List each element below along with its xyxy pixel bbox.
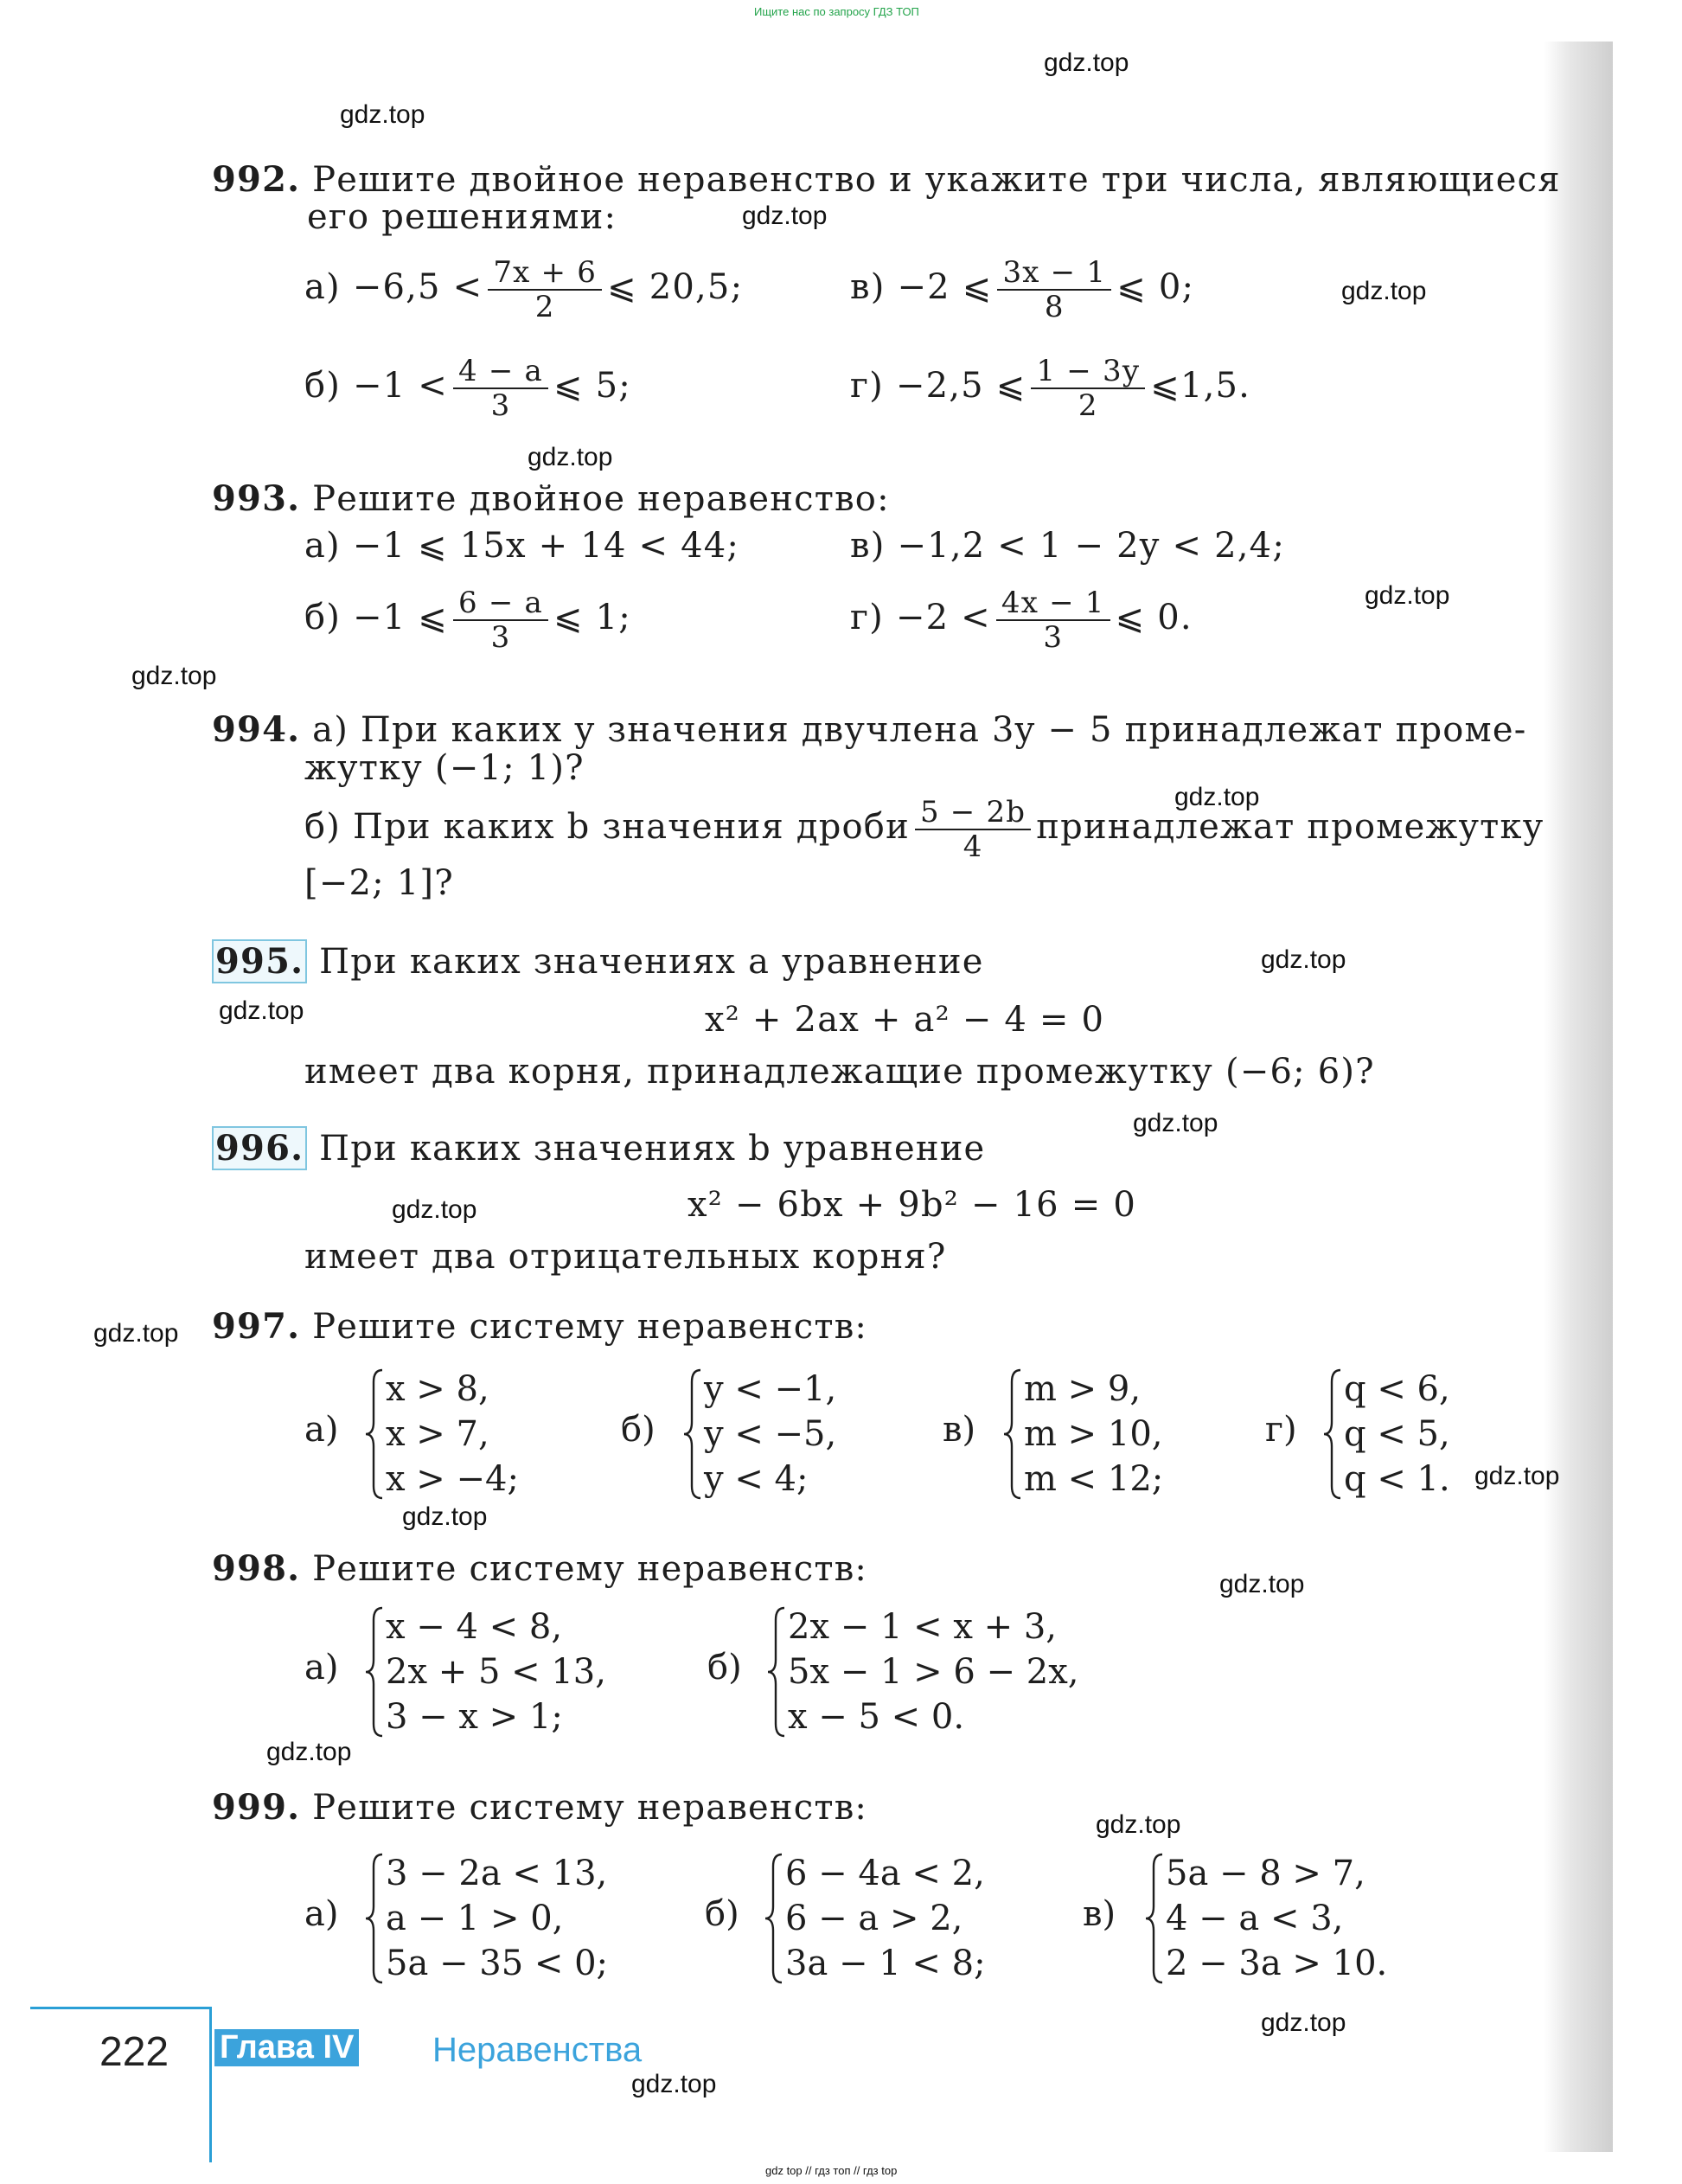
watermark: gdz.top — [93, 1319, 179, 1348]
inequality-system — [681, 1367, 836, 1502]
system-label: в) — [1083, 1894, 1116, 1934]
system-label: в) — [943, 1410, 976, 1450]
problem-number: 993. — [212, 478, 301, 519]
page-number: 222 — [99, 2029, 169, 2075]
problem-number: 999. — [212, 1787, 301, 1828]
inequality-line: q < 6, — [1344, 1369, 1450, 1409]
inequality-line: 5a − 8 > 7, — [1166, 1854, 1365, 1893]
header-note: Ищите нас по запросу ГДЗ ТОП — [754, 5, 919, 18]
problem-text: Решите двойное неравенство и укажите три числа, являющиеся — [312, 160, 1561, 200]
problem-text: б) При каких b значения дроби — [304, 807, 910, 848]
inequality-line: x − 4 < 8, — [386, 1607, 563, 1647]
problem-993-header — [212, 478, 890, 519]
inequality-line: a − 1 > 0, — [386, 1899, 564, 1938]
inequality-line: q < 5, — [1344, 1414, 1450, 1454]
fraction — [915, 796, 1031, 863]
expression: −1 ⩽ 15x + 14 < 44; — [352, 526, 740, 566]
watermark: gdz.top — [1341, 277, 1427, 305]
inequality-line: 2x + 5 < 13, — [386, 1652, 606, 1692]
expr-right: ⩽1,5. — [1150, 366, 1251, 407]
inequality-line: y < −5, — [704, 1414, 837, 1454]
inequality-system — [363, 1367, 519, 1502]
item-label: а) — [304, 267, 341, 308]
inequality-line: 3 − x > 1; — [386, 1697, 563, 1737]
problem-number: 992. — [212, 159, 301, 200]
watermark: gdz.top — [340, 100, 425, 129]
expr-left: −2,5 ⩽ — [895, 366, 1026, 407]
fraction — [997, 256, 1111, 323]
system-label: г) — [1265, 1410, 1297, 1450]
system-label: б) — [707, 1648, 742, 1688]
inequality-line: y < 4; — [704, 1459, 809, 1499]
system-label: а) — [304, 1894, 339, 1934]
item-992-b — [304, 355, 631, 422]
problem-997-header — [212, 1306, 867, 1347]
curly-brace — [1001, 1367, 1024, 1502]
expr-right: ⩽ 5; — [553, 366, 631, 407]
problem-text: Решите систему неравенств: — [312, 1307, 868, 1347]
denominator: 3 — [1043, 620, 1064, 656]
problem-text: При каких значениях a уравнение — [319, 942, 984, 982]
problem-994-b — [304, 796, 1544, 863]
problem-992-header — [212, 159, 1561, 200]
item-label: в) — [850, 526, 886, 566]
fraction — [996, 586, 1110, 654]
item-label: б) — [304, 598, 342, 638]
inequality-line: 6 − 4a < 2, — [785, 1854, 985, 1893]
problem-text: имеет два отрицательных корня? — [304, 1237, 947, 1277]
numerator: 6 − a — [453, 586, 548, 621]
problem-999-header — [212, 1787, 867, 1828]
inequality-line: x > −4; — [386, 1459, 519, 1499]
page-fold-shadow — [1544, 42, 1613, 2152]
watermark: gdz.top — [1044, 48, 1129, 77]
numerator: 7x + 6 — [488, 256, 602, 291]
numerator: 1 − 3y — [1031, 355, 1145, 389]
problem-text: Решите двойное неравенство: — [312, 479, 890, 519]
item-993-v — [850, 526, 1285, 566]
item-993-a — [304, 526, 739, 566]
numerator: 5 − 2b — [915, 796, 1031, 830]
inequality-line: x > 7, — [386, 1414, 489, 1454]
item-label: в) — [850, 267, 886, 308]
inequality-line: y < −1, — [704, 1369, 837, 1409]
problem-text: [−2; 1]? — [304, 863, 454, 903]
item-992-g — [850, 355, 1250, 422]
inequality-system — [1321, 1367, 1450, 1502]
watermark: gdz.top — [1096, 1810, 1181, 1839]
inequality-line: 2x − 1 < x + 3, — [788, 1607, 1058, 1647]
footer-rule — [209, 2007, 212, 2162]
inequality-line: x − 5 < 0. — [788, 1697, 965, 1737]
curly-brace — [363, 1851, 386, 1986]
system-label: а) — [304, 1410, 339, 1450]
system-label: б) — [621, 1410, 656, 1450]
denominator: 3 — [490, 620, 511, 656]
item-993-g — [850, 586, 1193, 654]
watermark: gdz.top — [1261, 945, 1346, 974]
system-label: б) — [705, 1894, 739, 1934]
expr-right: ⩽ 0; — [1116, 267, 1195, 308]
denominator: 2 — [534, 290, 555, 325]
problem-number: 995. — [212, 939, 307, 983]
inequality-line: 3 − 2a < 13, — [386, 1854, 608, 1893]
watermark: gdz.top — [392, 1195, 477, 1224]
expr-right: ⩽ 1; — [553, 598, 631, 638]
item-label: б) — [304, 366, 342, 407]
item-992-a — [304, 256, 743, 323]
expression: −1,2 < 1 − 2y < 2,4; — [897, 526, 1286, 566]
equation: x² − 6bx + 9b² − 16 = 0 — [688, 1185, 1137, 1225]
inequality-line: 5x − 1 > 6 − 2x, — [788, 1652, 1079, 1692]
problem-994-header — [212, 709, 1526, 750]
page-edge — [1613, 42, 1682, 2184]
item-label: г) — [850, 598, 884, 638]
watermark: gdz.top — [742, 202, 828, 230]
problem-text: жутку (−1; 1)? — [304, 748, 585, 788]
problem-text: При каких значениях b уравнение — [319, 1129, 986, 1169]
inequality-system — [765, 1604, 1078, 1739]
watermark: gdz.top — [219, 996, 304, 1025]
chapter-title: Неравенства — [432, 2031, 643, 2069]
inequality-line: 4 − a < 3, — [1166, 1899, 1344, 1938]
problem-number: 997. — [212, 1306, 301, 1347]
curly-brace — [1321, 1367, 1344, 1502]
problem-text: принадлежат промежутку — [1036, 807, 1544, 848]
problem-998-header — [212, 1548, 867, 1589]
equation: x² + 2ax + a² − 4 = 0 — [705, 1000, 1105, 1040]
watermark: gdz.top — [1261, 2008, 1346, 2037]
denominator: 2 — [1078, 388, 1098, 424]
numerator: 4x − 1 — [996, 586, 1110, 621]
inequality-system — [1143, 1851, 1387, 1986]
inequality-system — [363, 1851, 608, 1986]
item-992-v — [850, 256, 1194, 323]
problem-995-header — [212, 941, 984, 982]
item-993-b — [304, 586, 631, 654]
inequality-line: 5a − 35 < 0; — [386, 1944, 609, 1983]
watermark: gdz.top — [402, 1502, 488, 1531]
expr-right: ⩽ 20,5; — [607, 267, 744, 308]
footer-rule — [30, 2007, 212, 2009]
problem-text: имеет два корня, принадлежащие промежутку (−6; 6)? — [304, 1052, 1375, 1092]
item-label: г) — [850, 366, 884, 407]
curly-brace — [763, 1851, 785, 1986]
expr-left: −2 < — [895, 598, 991, 638]
curly-brace — [363, 1604, 386, 1739]
inequality-system — [363, 1604, 606, 1739]
denominator: 8 — [1044, 290, 1065, 325]
problem-number: 996. — [212, 1126, 307, 1170]
inequality-line: 2 − 3a > 10. — [1166, 1944, 1388, 1983]
curly-brace — [363, 1367, 386, 1502]
expr-left: −2 ⩽ — [897, 267, 993, 308]
fraction — [488, 256, 602, 323]
numerator: 4 − a — [453, 355, 548, 389]
inequality-line: m > 9, — [1024, 1369, 1142, 1409]
problem-text: его решениями: — [307, 197, 617, 237]
watermark: gdz.top — [1219, 1570, 1305, 1598]
chapter-label: Глава IV — [214, 2029, 359, 2066]
curly-brace — [1143, 1851, 1166, 1986]
fraction — [453, 355, 548, 422]
watermark: gdz.top — [1133, 1109, 1218, 1137]
fraction — [453, 586, 548, 654]
curly-brace — [765, 1604, 788, 1739]
watermark: gdz.top — [1474, 1462, 1560, 1490]
inequality-system — [763, 1851, 986, 1986]
fraction — [1031, 355, 1145, 422]
watermark: gdz.top — [631, 2070, 717, 2098]
expr-right: ⩽ 0. — [1115, 598, 1193, 638]
watermark: gdz.top — [1365, 581, 1450, 610]
watermark: gdz.top — [1174, 783, 1260, 811]
item-label: а) — [304, 526, 341, 566]
problem-number: 998. — [212, 1548, 301, 1589]
numerator: 3x − 1 — [997, 256, 1111, 291]
expr-left: −1 < — [353, 366, 449, 407]
problem-number: 994. — [212, 709, 301, 750]
inequality-system — [1001, 1367, 1163, 1502]
inequality-line: m > 10, — [1024, 1414, 1163, 1454]
watermark: gdz.top — [131, 662, 217, 690]
inequality-line: 6 − a > 2, — [785, 1899, 963, 1938]
footer-note: gdz top // гдз топ // гдз top — [765, 2164, 898, 2177]
inequality-line: q < 1. — [1344, 1459, 1450, 1499]
problem-text: Решите систему неравенств: — [312, 1788, 868, 1828]
watermark: gdz.top — [528, 443, 613, 471]
problem-text: а) При каких y значения двучлена 3y − 5 принадлежат проме- — [312, 710, 1527, 750]
problem-996-header — [212, 1128, 985, 1169]
problem-text: Решите систему неравенств: — [312, 1549, 868, 1589]
curly-brace — [681, 1367, 704, 1502]
denominator: 3 — [490, 388, 511, 424]
watermark: gdz.top — [266, 1738, 352, 1766]
inequality-line: m < 12; — [1024, 1459, 1164, 1499]
inequality-line: x > 8, — [386, 1369, 489, 1409]
inequality-line: 3a − 1 < 8; — [785, 1944, 986, 1983]
system-label: а) — [304, 1648, 339, 1688]
expr-left: −1 ⩽ — [353, 598, 449, 638]
denominator: 4 — [963, 829, 983, 865]
expr-left: −6,5 < — [352, 267, 483, 308]
